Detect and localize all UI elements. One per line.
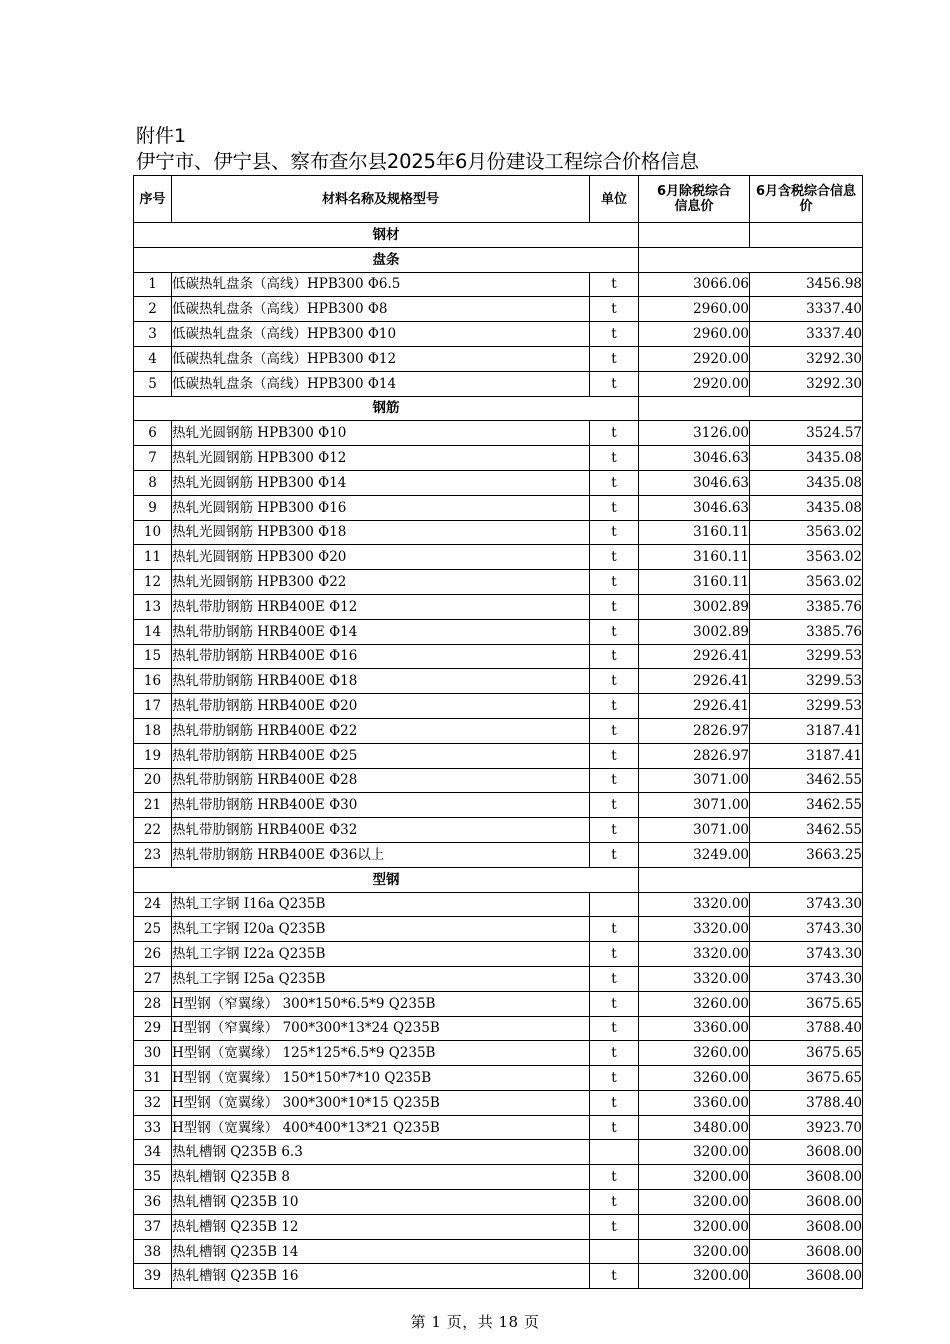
row-index: 39 — [134, 1264, 172, 1289]
price-inc-tax: 3608.00 — [750, 1214, 863, 1239]
material-name: 热轧槽钢 Q235B 6.3 — [172, 1140, 590, 1165]
price-ex-tax: 3260.00 — [639, 1066, 750, 1091]
row-index: 7 — [134, 446, 172, 471]
material-name: 热轧槽钢 Q235B 10 — [172, 1190, 590, 1215]
price-ex-tax: 3200.00 — [639, 1140, 750, 1165]
price-inc-tax: 3788.40 — [750, 1016, 863, 1041]
price-inc-tax: 3337.40 — [750, 322, 863, 347]
material-name: H型钢（宽翼缘） 125*125*6.5*9 Q235B — [172, 1041, 590, 1066]
unit: t — [590, 495, 639, 520]
annex-label: 附件1 — [136, 125, 187, 147]
price-ex-tax: 3249.00 — [639, 842, 750, 867]
price-ex-tax: 2960.00 — [639, 322, 750, 347]
unit: t — [590, 371, 639, 396]
unit: t — [590, 1190, 639, 1215]
material-name: 热轧光圆钢筋 HPB300 Φ14 — [172, 470, 590, 495]
price-ex-tax: 2926.41 — [639, 644, 750, 669]
unit: t — [590, 570, 639, 595]
table-row — [134, 346, 863, 371]
material-name: H型钢（窄翼缘） 700*300*13*24 Q235B — [172, 1016, 590, 1041]
price-ex-tax: 3002.89 — [639, 594, 750, 619]
table-row — [134, 1190, 863, 1215]
price-inc-tax: 3385.76 — [750, 619, 863, 644]
price-ex-tax: 3200.00 — [639, 1214, 750, 1239]
header-material-name: 材料名称及规格型号 — [172, 176, 590, 223]
price-inc-tax: 3743.30 — [750, 917, 863, 942]
table-row — [134, 1115, 863, 1140]
price-ex-tax: 3160.11 — [639, 570, 750, 595]
material-name: 热轧工字钢 I20a Q235B — [172, 917, 590, 942]
table-row — [134, 272, 863, 297]
material-name: 热轧带肋钢筋 HRB400E Φ25 — [172, 743, 590, 768]
unit: t — [590, 1066, 639, 1091]
empty-cell — [639, 223, 750, 248]
unit: t — [590, 272, 639, 297]
table-row — [134, 520, 863, 545]
price-ex-tax: 3160.11 — [639, 520, 750, 545]
price-inc-tax: 3675.65 — [750, 1066, 863, 1091]
row-index: 35 — [134, 1165, 172, 1190]
price-inc-tax: 3299.53 — [750, 694, 863, 719]
section-label: 钢筋 — [134, 396, 639, 421]
table-row — [134, 1066, 863, 1091]
price-ex-tax: 3260.00 — [639, 1041, 750, 1066]
material-name: 热轧带肋钢筋 HRB400E Φ36以上 — [172, 842, 590, 867]
unit: t — [590, 520, 639, 545]
row-index: 27 — [134, 966, 172, 991]
price-ex-tax: 3071.00 — [639, 818, 750, 843]
table-row — [134, 371, 863, 396]
material-name: 低碳热轧盘条（高线）HPB300 Φ10 — [172, 322, 590, 347]
price-ex-tax: 3071.00 — [639, 793, 750, 818]
table-row — [134, 842, 863, 867]
row-index: 1 — [134, 272, 172, 297]
price-ex-tax: 3160.11 — [639, 545, 750, 570]
price-ex-tax: 3320.00 — [639, 966, 750, 991]
row-index: 38 — [134, 1239, 172, 1264]
table-row — [134, 991, 863, 1016]
row-index: 33 — [134, 1115, 172, 1140]
table-row — [134, 669, 863, 694]
table-header-row — [134, 176, 863, 223]
header-index: 序号 — [134, 176, 172, 223]
row-index: 19 — [134, 743, 172, 768]
price-inc-tax: 3292.30 — [750, 371, 863, 396]
section-row — [134, 867, 863, 892]
unit: t — [590, 793, 639, 818]
price-ex-tax: 3002.89 — [639, 619, 750, 644]
price-ex-tax: 3360.00 — [639, 1090, 750, 1115]
unit: t — [590, 1090, 639, 1115]
material-name: 热轧光圆钢筋 HPB300 Φ20 — [172, 545, 590, 570]
unit: t — [590, 818, 639, 843]
price-ex-tax: 3126.00 — [639, 421, 750, 446]
price-ex-tax: 3320.00 — [639, 892, 750, 917]
unit — [590, 1140, 639, 1165]
page-footer: 第 1 页，共 18 页 — [410, 1313, 540, 1331]
material-name: 热轧槽钢 Q235B 12 — [172, 1214, 590, 1239]
row-index: 8 — [134, 470, 172, 495]
price-inc-tax: 3435.08 — [750, 470, 863, 495]
table-row — [134, 917, 863, 942]
unit: t — [590, 768, 639, 793]
unit: t — [590, 446, 639, 471]
unit: t — [590, 718, 639, 743]
row-index: 29 — [134, 1016, 172, 1041]
row-index: 37 — [134, 1214, 172, 1239]
row-index: 25 — [134, 917, 172, 942]
price-inc-tax: 3337.40 — [750, 297, 863, 322]
unit: t — [590, 619, 639, 644]
row-index: 3 — [134, 322, 172, 347]
material-name: H型钢（窄翼缘） 300*150*6.5*9 Q235B — [172, 991, 590, 1016]
empty-cell — [639, 396, 863, 421]
material-name: 热轧光圆钢筋 HPB300 Φ18 — [172, 520, 590, 545]
row-index: 20 — [134, 768, 172, 793]
table-row — [134, 322, 863, 347]
price-ex-tax: 2920.00 — [639, 346, 750, 371]
unit: t — [590, 842, 639, 867]
unit: t — [590, 322, 639, 347]
row-index: 9 — [134, 495, 172, 520]
price-ex-tax: 2926.41 — [639, 694, 750, 719]
row-index: 11 — [134, 545, 172, 570]
row-index: 34 — [134, 1140, 172, 1165]
price-inc-tax: 3675.65 — [750, 1041, 863, 1066]
row-index: 10 — [134, 520, 172, 545]
price-ex-tax: 3046.63 — [639, 446, 750, 471]
table-row — [134, 1165, 863, 1190]
unit: t — [590, 421, 639, 446]
header-price-ex-tax: 6月除税综合信息价 — [639, 176, 750, 223]
table-row — [134, 644, 863, 669]
price-ex-tax: 3360.00 — [639, 1016, 750, 1041]
material-name: 低碳热轧盘条（高线）HPB300 Φ14 — [172, 371, 590, 396]
unit: t — [590, 297, 639, 322]
price-ex-tax: 2920.00 — [639, 371, 750, 396]
price-inc-tax: 3456.98 — [750, 272, 863, 297]
material-name: 低碳热轧盘条（高线）HPB300 Φ6.5 — [172, 272, 590, 297]
price-ex-tax: 3200.00 — [639, 1165, 750, 1190]
table-row — [134, 1239, 863, 1264]
price-inc-tax: 3187.41 — [750, 743, 863, 768]
material-name: 热轧工字钢 I16a Q235B — [172, 892, 590, 917]
unit — [590, 892, 639, 917]
price-inc-tax: 3608.00 — [750, 1190, 863, 1215]
price-inc-tax: 3608.00 — [750, 1140, 863, 1165]
row-index: 2 — [134, 297, 172, 322]
price-inc-tax: 3743.30 — [750, 892, 863, 917]
price-inc-tax: 3292.30 — [750, 346, 863, 371]
price-ex-tax: 3046.63 — [639, 495, 750, 520]
material-name: 热轧槽钢 Q235B 16 — [172, 1264, 590, 1289]
price-ex-tax: 3200.00 — [639, 1264, 750, 1289]
table-row — [134, 1214, 863, 1239]
row-index: 22 — [134, 818, 172, 843]
table-row — [134, 619, 863, 644]
unit: t — [590, 1214, 639, 1239]
price-ex-tax: 2826.97 — [639, 718, 750, 743]
table-row — [134, 1041, 863, 1066]
unit: t — [590, 1264, 639, 1289]
table-row — [134, 768, 863, 793]
price-ex-tax: 3046.63 — [639, 470, 750, 495]
price-inc-tax: 3435.08 — [750, 495, 863, 520]
empty-cell — [639, 247, 863, 272]
table-row — [134, 793, 863, 818]
price-ex-tax: 2826.97 — [639, 743, 750, 768]
section-label: 盘条 — [134, 247, 639, 272]
row-index: 6 — [134, 421, 172, 446]
table-row — [134, 421, 863, 446]
table-row — [134, 1090, 863, 1115]
table-row — [134, 818, 863, 843]
price-inc-tax: 3923.70 — [750, 1115, 863, 1140]
unit: t — [590, 966, 639, 991]
table-row — [134, 966, 863, 991]
unit: t — [590, 917, 639, 942]
table-row — [134, 892, 863, 917]
table-row — [134, 470, 863, 495]
material-name: H型钢（宽翼缘） 400*400*13*21 Q235B — [172, 1115, 590, 1140]
price-inc-tax: 3462.55 — [750, 793, 863, 818]
price-inc-tax: 3743.30 — [750, 942, 863, 967]
price-inc-tax: 3462.55 — [750, 768, 863, 793]
price-inc-tax: 3299.53 — [750, 669, 863, 694]
material-name: 热轧带肋钢筋 HRB400E Φ28 — [172, 768, 590, 793]
row-index: 14 — [134, 619, 172, 644]
table-row — [134, 297, 863, 322]
price-inc-tax: 3663.25 — [750, 842, 863, 867]
row-index: 31 — [134, 1066, 172, 1091]
material-name: 热轧光圆钢筋 HPB300 Φ12 — [172, 446, 590, 471]
row-index: 32 — [134, 1090, 172, 1115]
material-name: 热轧工字钢 I22a Q235B — [172, 942, 590, 967]
material-name: 热轧带肋钢筋 HRB400E Φ14 — [172, 619, 590, 644]
price-inc-tax: 3675.65 — [750, 991, 863, 1016]
unit: t — [590, 644, 639, 669]
row-index: 12 — [134, 570, 172, 595]
price-inc-tax: 3608.00 — [750, 1165, 863, 1190]
row-index: 26 — [134, 942, 172, 967]
material-name: 热轧带肋钢筋 HRB400E Φ18 — [172, 669, 590, 694]
section-row — [134, 396, 863, 421]
price-inc-tax: 3788.40 — [750, 1090, 863, 1115]
row-index: 4 — [134, 346, 172, 371]
table-row — [134, 495, 863, 520]
price-inc-tax: 3299.53 — [750, 644, 863, 669]
unit: t — [590, 1165, 639, 1190]
material-name: H型钢（宽翼缘） 150*150*7*10 Q235B — [172, 1066, 590, 1091]
row-index: 24 — [134, 892, 172, 917]
price-ex-tax: 3320.00 — [639, 942, 750, 967]
empty-cell — [750, 223, 863, 248]
row-index: 5 — [134, 371, 172, 396]
table-row — [134, 570, 863, 595]
table-row — [134, 942, 863, 967]
price-ex-tax: 3260.00 — [639, 991, 750, 1016]
material-name: 热轧槽钢 Q235B 14 — [172, 1239, 590, 1264]
unit: t — [590, 545, 639, 570]
row-index: 30 — [134, 1041, 172, 1066]
table-row — [134, 743, 863, 768]
price-inc-tax: 3187.41 — [750, 718, 863, 743]
price-inc-tax: 3435.08 — [750, 446, 863, 471]
material-name: 热轧光圆钢筋 HPB300 Φ16 — [172, 495, 590, 520]
price-ex-tax: 3480.00 — [639, 1115, 750, 1140]
empty-cell — [639, 867, 863, 892]
material-name: 热轧带肋钢筋 HRB400E Φ12 — [172, 594, 590, 619]
category-row — [134, 223, 863, 248]
table-row — [134, 594, 863, 619]
price-inc-tax: 3563.02 — [750, 570, 863, 595]
material-name: 热轧光圆钢筋 HPB300 Φ10 — [172, 421, 590, 446]
unit: t — [590, 743, 639, 768]
material-name: 热轧光圆钢筋 HPB300 Φ22 — [172, 570, 590, 595]
row-index: 18 — [134, 718, 172, 743]
unit: t — [590, 669, 639, 694]
unit: t — [590, 1041, 639, 1066]
row-index: 17 — [134, 694, 172, 719]
price-ex-tax: 2926.41 — [639, 669, 750, 694]
material-name: 热轧带肋钢筋 HRB400E Φ16 — [172, 644, 590, 669]
material-name: 热轧带肋钢筋 HRB400E Φ30 — [172, 793, 590, 818]
price-ex-tax: 3066.06 — [639, 272, 750, 297]
category-label: 钢材 — [134, 223, 639, 248]
price-inc-tax: 3563.02 — [750, 545, 863, 570]
price-ex-tax: 2960.00 — [639, 297, 750, 322]
price-ex-tax: 3200.00 — [639, 1239, 750, 1264]
row-index: 23 — [134, 842, 172, 867]
row-index: 28 — [134, 991, 172, 1016]
price-ex-tax: 3320.00 — [639, 917, 750, 942]
table-row — [134, 545, 863, 570]
table-row — [134, 1016, 863, 1041]
unit — [590, 1239, 639, 1264]
section-label: 型钢 — [134, 867, 639, 892]
material-name: 热轧工字钢 I25a Q235B — [172, 966, 590, 991]
header-unit: 单位 — [590, 176, 639, 223]
price-ex-tax: 3200.00 — [639, 1190, 750, 1215]
table-row — [134, 1264, 863, 1289]
price-inc-tax: 3385.76 — [750, 594, 863, 619]
unit: t — [590, 346, 639, 371]
unit: t — [590, 991, 639, 1016]
document-title: 伊宁市、伊宁县、察布查尔县2025年6月份建设工程综合价格信息 — [136, 150, 699, 173]
unit: t — [590, 694, 639, 719]
material-name: H型钢（宽翼缘） 300*300*10*15 Q235B — [172, 1090, 590, 1115]
row-index: 13 — [134, 594, 172, 619]
row-index: 15 — [134, 644, 172, 669]
material-name: 热轧带肋钢筋 HRB400E Φ20 — [172, 694, 590, 719]
unit: t — [590, 942, 639, 967]
price-inc-tax: 3608.00 — [750, 1239, 863, 1264]
material-name: 热轧带肋钢筋 HRB400E Φ22 — [172, 718, 590, 743]
table-row — [134, 446, 863, 471]
material-name: 低碳热轧盘条（高线）HPB300 Φ12 — [172, 346, 590, 371]
price-inc-tax: 3462.55 — [750, 818, 863, 843]
table-row — [134, 1140, 863, 1165]
unit: t — [590, 1016, 639, 1041]
material-name: 热轧带肋钢筋 HRB400E Φ32 — [172, 818, 590, 843]
table-row — [134, 694, 863, 719]
price-ex-tax: 3071.00 — [639, 768, 750, 793]
price-inc-tax: 3524.57 — [750, 421, 863, 446]
price-inc-tax: 3743.30 — [750, 966, 863, 991]
header-price-inc-tax: 6月含税综合信息价 — [750, 176, 863, 223]
row-index: 36 — [134, 1190, 172, 1215]
row-index: 16 — [134, 669, 172, 694]
table-row — [134, 718, 863, 743]
price-table — [133, 175, 863, 1289]
row-index: 21 — [134, 793, 172, 818]
price-inc-tax: 3563.02 — [750, 520, 863, 545]
material-name: 低碳热轧盘条（高线）HPB300 Φ8 — [172, 297, 590, 322]
unit: t — [590, 470, 639, 495]
section-row — [134, 247, 863, 272]
price-inc-tax: 3608.00 — [750, 1264, 863, 1289]
unit: t — [590, 1115, 639, 1140]
material-name: 热轧槽钢 Q235B 8 — [172, 1165, 590, 1190]
unit: t — [590, 594, 639, 619]
